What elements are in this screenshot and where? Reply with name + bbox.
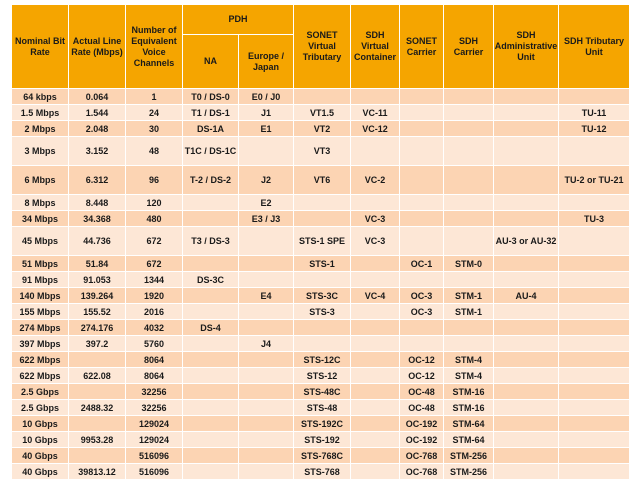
cell-sdh-carrier xyxy=(444,320,494,336)
cell-sdh-tributary-unit: TU-11 xyxy=(559,105,630,121)
cell-sdh-carrier: STM-64 xyxy=(444,432,494,448)
cell-sdh-carrier xyxy=(444,166,494,195)
cell-voice-channels: 129024 xyxy=(126,416,183,432)
cell-sonet-carrier xyxy=(400,166,444,195)
cell-sonet-carrier xyxy=(400,137,444,166)
cell-pdh-na xyxy=(183,416,239,432)
rate-table-container xyxy=(11,4,630,480)
cell-pdh-na: T3 / DS-3 xyxy=(183,227,239,256)
cell-actual-line-rate: 2488.32 xyxy=(69,400,126,416)
cell-sonet-carrier: OC-3 xyxy=(400,304,444,320)
cell-sdh-tributary-unit xyxy=(559,432,630,448)
cell-sonet-virtual-tributary: STS-192 xyxy=(294,432,351,448)
cell-nominal-bit-rate: 91 Mbps xyxy=(12,272,69,288)
cell-actual-line-rate: 34.368 xyxy=(69,211,126,227)
cell-sonet-carrier xyxy=(400,320,444,336)
table-row xyxy=(12,195,630,211)
cell-actual-line-rate: 622.08 xyxy=(69,368,126,384)
cell-pdh-na: T-2 / DS-2 xyxy=(183,166,239,195)
cell-sonet-carrier xyxy=(400,105,444,121)
cell-nominal-bit-rate: 2.5 Gbps xyxy=(12,400,69,416)
cell-sdh-tributary-unit xyxy=(559,464,630,480)
cell-pdh-europe-japan xyxy=(239,400,294,416)
cell-sdh-carrier xyxy=(444,272,494,288)
cell-sdh-administrative-unit xyxy=(494,384,559,400)
cell-voice-channels: 1344 xyxy=(126,272,183,288)
cell-voice-channels: 480 xyxy=(126,211,183,227)
cell-nominal-bit-rate: 10 Gbps xyxy=(12,416,69,432)
table-row xyxy=(12,89,630,105)
cell-sdh-carrier: STM-4 xyxy=(444,368,494,384)
cell-sonet-carrier: OC-48 xyxy=(400,400,444,416)
table-body xyxy=(12,89,630,480)
table-row xyxy=(12,304,630,320)
cell-sdh-carrier xyxy=(444,227,494,256)
header-voice-channels: Number of Equivalent Voice Channels xyxy=(126,5,183,89)
cell-sdh-virtual-container: VC-12 xyxy=(351,121,400,137)
table-row xyxy=(12,227,630,256)
cell-actual-line-rate: 39813.12 xyxy=(69,464,126,480)
cell-nominal-bit-rate: 155 Mbps xyxy=(12,304,69,320)
cell-sonet-carrier xyxy=(400,195,444,211)
cell-pdh-na xyxy=(183,288,239,304)
cell-sdh-tributary-unit xyxy=(559,304,630,320)
cell-sdh-tributary-unit xyxy=(559,368,630,384)
cell-sonet-virtual-tributary: STS-12C xyxy=(294,352,351,368)
cell-pdh-na: T1 / DS-1 xyxy=(183,105,239,121)
cell-pdh-na xyxy=(183,256,239,272)
cell-sdh-administrative-unit: AU-4 xyxy=(494,288,559,304)
header-sdh-carrier: SDH Carrier xyxy=(444,5,494,89)
cell-sonet-virtual-tributary: VT3 xyxy=(294,137,351,166)
cell-sdh-virtual-container xyxy=(351,352,400,368)
cell-pdh-europe-japan: E0 / J0 xyxy=(239,89,294,105)
cell-sdh-virtual-container xyxy=(351,272,400,288)
cell-sdh-virtual-container xyxy=(351,137,400,166)
cell-sonet-carrier: OC-768 xyxy=(400,448,444,464)
cell-sdh-virtual-container xyxy=(351,416,400,432)
cell-sonet-carrier: OC-192 xyxy=(400,416,444,432)
table-row xyxy=(12,137,630,166)
cell-sonet-virtual-tributary: STS-48C xyxy=(294,384,351,400)
cell-sdh-administrative-unit xyxy=(494,400,559,416)
cell-voice-channels: 48 xyxy=(126,137,183,166)
cell-sdh-virtual-container xyxy=(351,400,400,416)
cell-nominal-bit-rate: 6 Mbps xyxy=(12,166,69,195)
cell-sonet-virtual-tributary: STS-48 xyxy=(294,400,351,416)
cell-nominal-bit-rate: 3 Mbps xyxy=(12,137,69,166)
cell-sdh-virtual-container xyxy=(351,384,400,400)
cell-pdh-europe-japan: E1 xyxy=(239,121,294,137)
cell-sonet-virtual-tributary: STS-192C xyxy=(294,416,351,432)
cell-sonet-virtual-tributary xyxy=(294,336,351,352)
header-pdh: PDH xyxy=(183,5,294,35)
cell-actual-line-rate xyxy=(69,352,126,368)
table-row xyxy=(12,384,630,400)
cell-voice-channels: 30 xyxy=(126,121,183,137)
cell-sonet-virtual-tributary: STS-3C xyxy=(294,288,351,304)
cell-actual-line-rate: 397.2 xyxy=(69,336,126,352)
cell-sdh-administrative-unit xyxy=(494,137,559,166)
cell-sdh-tributary-unit xyxy=(559,336,630,352)
cell-pdh-na: DS-4 xyxy=(183,320,239,336)
cell-pdh-europe-japan xyxy=(239,448,294,464)
cell-sdh-virtual-container: VC-2 xyxy=(351,166,400,195)
cell-sdh-virtual-container xyxy=(351,89,400,105)
cell-voice-channels: 672 xyxy=(126,256,183,272)
cell-sdh-virtual-container xyxy=(351,464,400,480)
cell-sonet-carrier: OC-768 xyxy=(400,464,444,480)
cell-sonet-virtual-tributary: STS-1 SPE xyxy=(294,227,351,256)
cell-voice-channels: 1920 xyxy=(126,288,183,304)
cell-sdh-tributary-unit xyxy=(559,195,630,211)
cell-nominal-bit-rate: 2 Mbps xyxy=(12,121,69,137)
cell-sdh-administrative-unit xyxy=(494,368,559,384)
header-sdh-administrative-unit: SDH Administrative Unit xyxy=(494,5,559,89)
table-row xyxy=(12,320,630,336)
cell-actual-line-rate: 8.448 xyxy=(69,195,126,211)
cell-pdh-na: T0 / DS-0 xyxy=(183,89,239,105)
cell-pdh-europe-japan: J4 xyxy=(239,336,294,352)
header-pdh-na: NA xyxy=(183,35,239,89)
cell-sonet-carrier xyxy=(400,121,444,137)
cell-sdh-tributary-unit xyxy=(559,227,630,256)
table-row xyxy=(12,288,630,304)
cell-voice-channels: 24 xyxy=(126,105,183,121)
cell-sdh-virtual-container xyxy=(351,195,400,211)
cell-sdh-virtual-container xyxy=(351,304,400,320)
cell-pdh-na: DS-1A xyxy=(183,121,239,137)
cell-actual-line-rate: 0.064 xyxy=(69,89,126,105)
cell-sdh-virtual-container: VC-3 xyxy=(351,227,400,256)
cell-actual-line-rate: 155.52 xyxy=(69,304,126,320)
cell-sdh-administrative-unit xyxy=(494,432,559,448)
header-sonet-virtual-tributary: SONET Virtual Tributary xyxy=(294,5,351,89)
cell-actual-line-rate: 139.264 xyxy=(69,288,126,304)
transmission-rate-table xyxy=(11,4,630,480)
cell-voice-channels: 8064 xyxy=(126,352,183,368)
cell-pdh-na xyxy=(183,464,239,480)
table-row xyxy=(12,211,630,227)
table-row xyxy=(12,448,630,464)
cell-nominal-bit-rate: 51 Mbps xyxy=(12,256,69,272)
cell-sonet-carrier: OC-12 xyxy=(400,368,444,384)
cell-pdh-europe-japan xyxy=(239,272,294,288)
cell-voice-channels: 120 xyxy=(126,195,183,211)
cell-pdh-na xyxy=(183,211,239,227)
cell-pdh-na: T1C / DS-1C xyxy=(183,137,239,166)
cell-sonet-carrier xyxy=(400,336,444,352)
cell-nominal-bit-rate: 274 Mbps xyxy=(12,320,69,336)
cell-nominal-bit-rate: 8 Mbps xyxy=(12,195,69,211)
cell-sdh-tributary-unit: TU-12 xyxy=(559,121,630,137)
cell-sonet-virtual-tributary xyxy=(294,195,351,211)
cell-sdh-administrative-unit xyxy=(494,448,559,464)
cell-sdh-tributary-unit xyxy=(559,448,630,464)
cell-sonet-virtual-tributary: STS-12 xyxy=(294,368,351,384)
cell-sonet-virtual-tributary xyxy=(294,211,351,227)
cell-pdh-na xyxy=(183,336,239,352)
cell-sdh-administrative-unit xyxy=(494,304,559,320)
cell-nominal-bit-rate: 45 Mbps xyxy=(12,227,69,256)
table-row xyxy=(12,272,630,288)
cell-sdh-tributary-unit xyxy=(559,288,630,304)
cell-pdh-europe-japan: J2 xyxy=(239,166,294,195)
cell-sonet-virtual-tributary xyxy=(294,89,351,105)
table-row xyxy=(12,432,630,448)
cell-sdh-administrative-unit xyxy=(494,105,559,121)
cell-sonet-virtual-tributary: STS-768C xyxy=(294,448,351,464)
cell-sdh-carrier: STM-256 xyxy=(444,448,494,464)
cell-pdh-europe-japan xyxy=(239,384,294,400)
cell-pdh-europe-japan xyxy=(239,368,294,384)
cell-sonet-carrier: OC-1 xyxy=(400,256,444,272)
cell-pdh-europe-japan xyxy=(239,256,294,272)
cell-voice-channels: 516096 xyxy=(126,448,183,464)
table-row xyxy=(12,105,630,121)
table-row xyxy=(12,166,630,195)
cell-sdh-administrative-unit xyxy=(494,256,559,272)
cell-pdh-europe-japan xyxy=(239,320,294,336)
cell-sonet-carrier: OC-12 xyxy=(400,352,444,368)
cell-actual-line-rate: 3.152 xyxy=(69,137,126,166)
table-row xyxy=(12,416,630,432)
cell-sdh-administrative-unit xyxy=(494,89,559,105)
cell-sdh-carrier: STM-4 xyxy=(444,352,494,368)
cell-sdh-virtual-container xyxy=(351,368,400,384)
cell-nominal-bit-rate: 10 Gbps xyxy=(12,432,69,448)
cell-voice-channels: 4032 xyxy=(126,320,183,336)
cell-actual-line-rate xyxy=(69,416,126,432)
cell-voice-channels: 672 xyxy=(126,227,183,256)
cell-sonet-virtual-tributary: VT2 xyxy=(294,121,351,137)
cell-sdh-tributary-unit xyxy=(559,400,630,416)
cell-sdh-carrier: STM-16 xyxy=(444,384,494,400)
cell-nominal-bit-rate: 64 kbps xyxy=(12,89,69,105)
cell-sdh-carrier xyxy=(444,89,494,105)
cell-pdh-europe-japan: E4 xyxy=(239,288,294,304)
cell-voice-channels: 32256 xyxy=(126,400,183,416)
cell-actual-line-rate: 9953.28 xyxy=(69,432,126,448)
cell-sdh-carrier xyxy=(444,121,494,137)
table-row xyxy=(12,256,630,272)
cell-sonet-virtual-tributary xyxy=(294,320,351,336)
cell-pdh-europe-japan xyxy=(239,304,294,320)
cell-sdh-administrative-unit xyxy=(494,195,559,211)
table-row xyxy=(12,368,630,384)
cell-voice-channels: 1 xyxy=(126,89,183,105)
cell-sdh-tributary-unit xyxy=(559,89,630,105)
cell-actual-line-rate: 2.048 xyxy=(69,121,126,137)
cell-pdh-na xyxy=(183,400,239,416)
cell-sdh-carrier xyxy=(444,336,494,352)
cell-sdh-carrier xyxy=(444,211,494,227)
cell-sdh-tributary-unit xyxy=(559,256,630,272)
cell-voice-channels: 8064 xyxy=(126,368,183,384)
cell-sonet-virtual-tributary xyxy=(294,272,351,288)
cell-sdh-tributary-unit xyxy=(559,137,630,166)
cell-sdh-administrative-unit xyxy=(494,272,559,288)
cell-sdh-carrier: STM-256 xyxy=(444,464,494,480)
cell-nominal-bit-rate: 34 Mbps xyxy=(12,211,69,227)
cell-sdh-carrier xyxy=(444,195,494,211)
cell-sdh-administrative-unit xyxy=(494,464,559,480)
cell-sdh-virtual-container: VC-4 xyxy=(351,288,400,304)
cell-voice-channels: 96 xyxy=(126,166,183,195)
table-row xyxy=(12,352,630,368)
header-sonet-carrier: SONET Carrier xyxy=(400,5,444,89)
cell-pdh-europe-japan xyxy=(239,137,294,166)
cell-sonet-carrier: OC-192 xyxy=(400,432,444,448)
cell-actual-line-rate: 51.84 xyxy=(69,256,126,272)
cell-nominal-bit-rate: 622 Mbps xyxy=(12,352,69,368)
cell-pdh-europe-japan: E2 xyxy=(239,195,294,211)
cell-voice-channels: 516096 xyxy=(126,464,183,480)
cell-voice-channels: 2016 xyxy=(126,304,183,320)
cell-actual-line-rate: 274.176 xyxy=(69,320,126,336)
header-nominal-bit-rate: Nominal Bit Rate xyxy=(12,5,69,89)
cell-pdh-na xyxy=(183,448,239,464)
cell-pdh-na xyxy=(183,432,239,448)
cell-sdh-administrative-unit xyxy=(494,121,559,137)
cell-sdh-virtual-container: VC-3 xyxy=(351,211,400,227)
cell-pdh-europe-japan xyxy=(239,464,294,480)
cell-nominal-bit-rate: 622 Mbps xyxy=(12,368,69,384)
table-row xyxy=(12,121,630,137)
cell-sonet-carrier: OC-3 xyxy=(400,288,444,304)
cell-sdh-tributary-unit xyxy=(559,384,630,400)
cell-sdh-virtual-container xyxy=(351,432,400,448)
cell-sdh-administrative-unit xyxy=(494,352,559,368)
header-sdh-tributary-unit: SDH Tributary Unit xyxy=(559,5,630,89)
cell-sdh-virtual-container: VC-11 xyxy=(351,105,400,121)
cell-pdh-europe-japan: E3 / J3 xyxy=(239,211,294,227)
cell-sdh-carrier: STM-0 xyxy=(444,256,494,272)
cell-sdh-carrier: STM-64 xyxy=(444,416,494,432)
cell-nominal-bit-rate: 140 Mbps xyxy=(12,288,69,304)
cell-nominal-bit-rate: 397 Mbps xyxy=(12,336,69,352)
cell-sdh-tributary-unit xyxy=(559,416,630,432)
cell-actual-line-rate: 44.736 xyxy=(69,227,126,256)
cell-sdh-carrier: STM-16 xyxy=(444,400,494,416)
cell-nominal-bit-rate: 40 Gbps xyxy=(12,464,69,480)
cell-sdh-carrier: STM-1 xyxy=(444,288,494,304)
header-sdh-virtual-container: SDH Virtual Container xyxy=(351,5,400,89)
cell-nominal-bit-rate: 2.5 Gbps xyxy=(12,384,69,400)
cell-pdh-europe-japan xyxy=(239,227,294,256)
cell-sonet-carrier: OC-48 xyxy=(400,384,444,400)
cell-sdh-administrative-unit xyxy=(494,211,559,227)
cell-sdh-tributary-unit xyxy=(559,352,630,368)
cell-sdh-virtual-container xyxy=(351,448,400,464)
cell-voice-channels: 5760 xyxy=(126,336,183,352)
table-header xyxy=(12,5,630,89)
cell-pdh-europe-japan xyxy=(239,416,294,432)
cell-sdh-virtual-container xyxy=(351,320,400,336)
cell-pdh-europe-japan: J1 xyxy=(239,105,294,121)
cell-sdh-tributary-unit xyxy=(559,272,630,288)
cell-sonet-carrier xyxy=(400,227,444,256)
cell-sdh-tributary-unit: TU-2 or TU-21 xyxy=(559,166,630,195)
cell-sdh-carrier: STM-1 xyxy=(444,304,494,320)
cell-sdh-administrative-unit: AU-3 or AU-32 xyxy=(494,227,559,256)
cell-actual-line-rate: 91.053 xyxy=(69,272,126,288)
cell-actual-line-rate: 1.544 xyxy=(69,105,126,121)
cell-pdh-na: DS-3C xyxy=(183,272,239,288)
cell-sdh-carrier xyxy=(444,105,494,121)
cell-pdh-europe-japan xyxy=(239,352,294,368)
cell-sonet-virtual-tributary: STS-768 xyxy=(294,464,351,480)
table-row xyxy=(12,400,630,416)
cell-sonet-virtual-tributary: STS-1 xyxy=(294,256,351,272)
cell-sonet-carrier xyxy=(400,89,444,105)
cell-pdh-na xyxy=(183,352,239,368)
cell-voice-channels: 32256 xyxy=(126,384,183,400)
cell-voice-channels: 129024 xyxy=(126,432,183,448)
header-pdh-europe-japan: Europe / Japan xyxy=(239,35,294,89)
table-row xyxy=(12,336,630,352)
cell-sonet-virtual-tributary: STS-3 xyxy=(294,304,351,320)
cell-pdh-na xyxy=(183,384,239,400)
cell-pdh-na xyxy=(183,195,239,211)
cell-sdh-virtual-container xyxy=(351,256,400,272)
cell-sdh-administrative-unit xyxy=(494,416,559,432)
cell-sonet-virtual-tributary: VT6 xyxy=(294,166,351,195)
cell-sdh-tributary-unit: TU-3 xyxy=(559,211,630,227)
cell-sdh-administrative-unit xyxy=(494,320,559,336)
cell-sdh-administrative-unit xyxy=(494,166,559,195)
cell-sonet-virtual-tributary: VT1.5 xyxy=(294,105,351,121)
cell-sonet-carrier xyxy=(400,211,444,227)
header-actual-line-rate: Actual Line Rate (Mbps) xyxy=(69,5,126,89)
cell-nominal-bit-rate: 1.5 Mbps xyxy=(12,105,69,121)
cell-sdh-tributary-unit xyxy=(559,320,630,336)
cell-actual-line-rate xyxy=(69,384,126,400)
cell-sonet-carrier xyxy=(400,272,444,288)
cell-pdh-na xyxy=(183,304,239,320)
cell-actual-line-rate: 6.312 xyxy=(69,166,126,195)
cell-actual-line-rate xyxy=(69,448,126,464)
cell-sdh-carrier xyxy=(444,137,494,166)
cell-sdh-administrative-unit xyxy=(494,336,559,352)
table-row xyxy=(12,464,630,480)
cell-sdh-virtual-container xyxy=(351,336,400,352)
cell-pdh-europe-japan xyxy=(239,432,294,448)
cell-nominal-bit-rate: 40 Gbps xyxy=(12,448,69,464)
cell-pdh-na xyxy=(183,368,239,384)
